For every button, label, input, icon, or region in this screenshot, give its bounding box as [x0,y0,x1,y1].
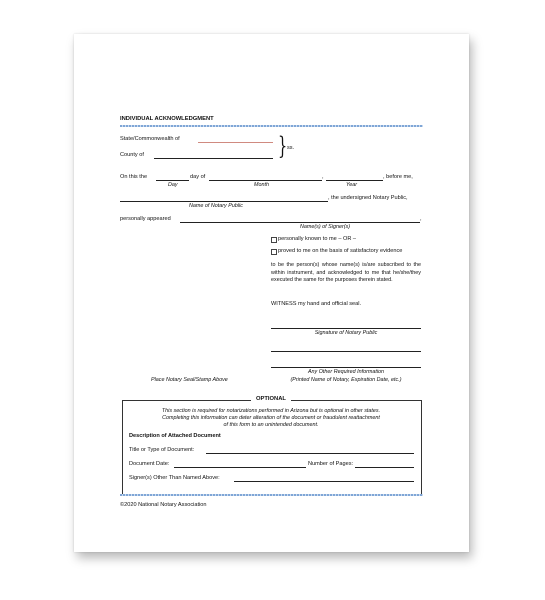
optional-note-2: Completing this information can deter alteration of the document or fraudulent reattachment [162,415,380,421]
name-notary-caption: Name of Notary Public [189,203,243,209]
month-caption: Month [254,182,269,188]
other-info-sub-caption: (Printed Name of Notary, Expiration Date, etc.) [290,377,402,383]
day-field[interactable] [156,180,189,181]
day-caption: Day [168,182,178,188]
doc-date-label: Document Date: [129,461,170,467]
num-pages-label: Number of Pages: [308,461,354,467]
county-label: County of [120,152,144,158]
title-divider [120,125,423,127]
state-label: State/Commonwealth of [120,136,180,142]
on-this-label: On this the [120,174,148,180]
other-info-field-2[interactable] [271,367,421,368]
state-field[interactable] [198,142,273,143]
copyright-text: ©2020 National Notary Association [120,502,207,508]
other-info-caption: Any Other Required Information [307,369,385,375]
num-pages-field[interactable] [355,467,414,468]
description-heading: Description of Attached Document [129,433,221,439]
optional-title: OPTIONAL [251,396,291,402]
title-type-field[interactable] [206,453,414,454]
signers-other-field[interactable] [234,481,414,482]
signers-field[interactable] [180,222,420,223]
optional-note-1: This section is required for notarizations performed in Arizona but is optional in other states. [161,408,381,414]
signers-other-label: Signer(s) Other Than Named Above: [129,475,220,481]
notary-name-field[interactable] [120,201,328,202]
ss-label: ss. [287,145,295,151]
year-field[interactable] [326,180,383,181]
before-me-label: , before me, [383,174,413,180]
personally-known-label: personally known to me – OR – [278,236,357,242]
notary-form-page: INDIVIDUAL ACKNOWLEDGMENT State/Commonwealth of County of } ss. On this the day of , , before me, Day Month Year , the undersigned Notary Public, Name of Notary Public personally appeared , Name(s) of Signer(s) personally known to me – OR – proved to me on the basis of satisfactory evidence to be the person(s) whose name(s) is/are subscribed to the within instrument, and acknowledged to me that he/she/they executed the same for the purposes therein stated. WITNESS my hand and official seal. Signature of Notary Public Any Other Required Information (Printed Name of Notary, Expiration Date, etc.) Place Notary Seal/Stamp Above OPTIONAL This section is required for notarizations performed in Arizona but is optional in other states. Completing this information can deter alteration of the document or fraudulent reattachment of this form to an unintended document. Description of Attached Document Title or Type of Document: Document Date: Number of Pages: Signer(s) Other Than Named Above: ©2020 National Notary Association [74,34,469,552]
personally-appeared-label: personally appeared [120,216,171,222]
title-type-label: Title or Type of Document: [129,447,195,453]
optional-note-3: of this form to an unintended document. [223,422,319,428]
year-caption: Year [346,182,358,188]
brace-icon: } [278,132,288,160]
witness-text: WITNESS my hand and official seal. [271,301,362,307]
county-field[interactable] [154,158,273,159]
day-of-label: day of [190,174,206,180]
signers-caption: Name(s) of Signer(s) [300,224,351,230]
seal-caption: Place Notary Seal/Stamp Above [151,377,228,383]
proved-checkbox[interactable] [271,249,277,255]
month-field[interactable] [209,180,322,181]
other-info-field-1[interactable] [271,351,421,352]
signature-field[interactable] [271,328,421,329]
bottom-divider [120,494,423,496]
personally-known-checkbox[interactable] [271,237,277,243]
doc-date-field[interactable] [174,467,306,468]
signature-caption: Signature of Notary Public [314,330,378,336]
proved-label: proved to me on the basis of satisfactory evidence [278,248,403,254]
undersigned-label: , the undersigned Notary Public, [328,195,408,201]
form-title: INDIVIDUAL ACKNOWLEDGMENT [120,116,214,122]
person-statement: to be the person(s) whose name(s) is/are subscribed to the within instrument, and acknowledged to me that he/she/they executed the same for the purposes therein stated. [271,262,421,283]
